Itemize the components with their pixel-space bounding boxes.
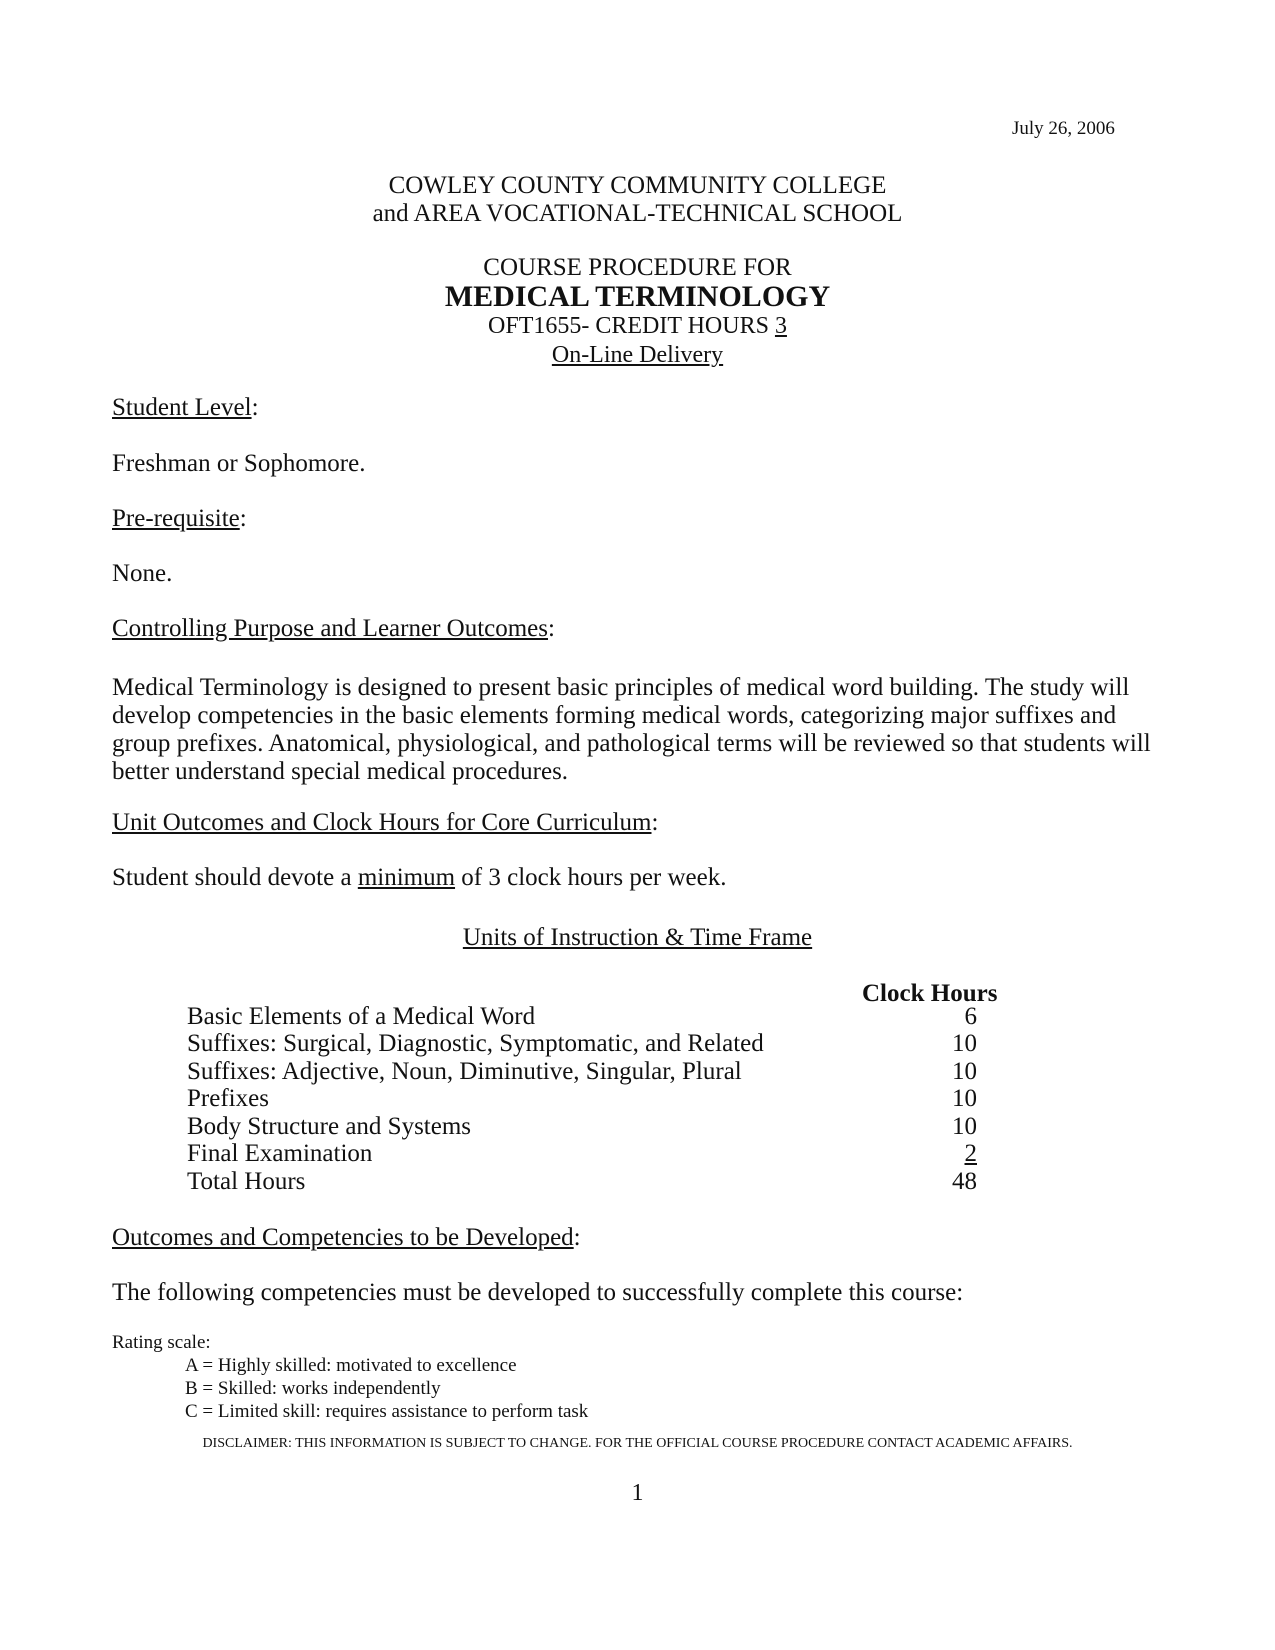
- table-row: [187, 1140, 977, 1168]
- disclaimer: DISCLAIMER: THIS INFORMATION IS SUBJECT TO CHANGE. FOR THE OFFICIAL COURSE PROCEDURE CONTACT ACADEMIC AFFAIRS.: [202, 1436, 1073, 1451]
- unit-name: Body Structure and Systems: [187, 1113, 472, 1140]
- purpose-line: develop competencies in the basic elements forming medical words, categorizing major suffixes and: [112, 702, 1117, 729]
- units-table-title: Units of Instruction & Time Frame: [462, 924, 813, 951]
- table-row-total: [187, 1168, 977, 1196]
- rating-scale-item: A = Highly skilled: motivated to excellence: [185, 1355, 517, 1376]
- unit-hours: 48: [952, 1168, 977, 1195]
- unit-hours: 2: [964, 1140, 977, 1167]
- unit-name: Prefixes: [187, 1085, 269, 1112]
- clock-hours-header: Clock Hours: [862, 980, 998, 1007]
- table-row: [187, 1030, 977, 1058]
- credit-hours-value: 3: [774, 313, 787, 339]
- student-level-value: Freshman or Sophomore.: [112, 450, 366, 477]
- prerequisite-heading: Pre-requisite:: [112, 505, 247, 532]
- competencies-sentence: The following competencies must be developed to successfully complete this course:: [112, 1279, 964, 1306]
- course-procedure-label: COURSE PROCEDURE FOR: [483, 254, 792, 281]
- unit-hours: 10: [952, 1030, 977, 1057]
- unit-hours: 10: [952, 1113, 977, 1140]
- institution-name: COWLEY COUNTY COMMUNITY COLLEGE: [388, 172, 887, 199]
- unit-name: Total Hours: [187, 1168, 306, 1195]
- purpose-paragraph: [112, 674, 1172, 786]
- unit-hours: 10: [952, 1058, 977, 1085]
- table-row: [187, 1003, 977, 1031]
- unit-name: Suffixes: Adjective, Noun, Diminutive, Singular, Plural: [187, 1058, 742, 1085]
- competencies-heading: Outcomes and Competencies to be Developed:: [112, 1224, 581, 1251]
- table-row: [187, 1085, 977, 1113]
- rating-scale-label: Rating scale:: [112, 1332, 211, 1353]
- institution-subtitle: and AREA VOCATIONAL-TECHNICAL SCHOOL: [372, 200, 903, 227]
- unit-outcomes-heading: Unit Outcomes and Clock Hours for Core Curriculum:: [112, 809, 659, 836]
- purpose-line: Medical Terminology is designed to present basic principles of medical word building. The study will: [112, 674, 1130, 701]
- delivery-mode: On-Line Delivery: [551, 342, 724, 368]
- course-code-line: [0, 313, 1275, 340]
- unit-hours: 6: [964, 1003, 977, 1030]
- rating-scale-item: C = Limited skill: requires assistance to perform task: [185, 1401, 589, 1422]
- clock-hours-sentence: Student should devote a minimum of 3 clock hours per week.: [112, 864, 727, 891]
- purpose-heading: Controlling Purpose and Learner Outcomes:: [112, 615, 555, 642]
- course-code: OFT1655- CREDIT HOURS: [488, 313, 775, 339]
- purpose-line: group prefixes. Anatomical, physiological, and pathological terms will be reviewed so that students will: [112, 730, 1151, 757]
- unit-name: Suffixes: Surgical, Diagnostic, Symptomatic, and Related: [187, 1030, 764, 1057]
- table-row: [187, 1113, 977, 1141]
- document-date: July 26, 2006: [1012, 118, 1115, 139]
- prerequisite-value: None.: [112, 560, 173, 587]
- minimum-emphasis: minimum: [357, 864, 456, 891]
- student-level-heading: Student Level:: [112, 394, 259, 421]
- rating-scale-item: B = Skilled: works independently: [185, 1378, 441, 1399]
- table-row: [187, 1058, 977, 1086]
- purpose-line: better understand special medical procedures.: [112, 758, 569, 785]
- unit-name: Basic Elements of a Medical Word: [187, 1003, 536, 1030]
- unit-hours: 10: [952, 1085, 977, 1112]
- page-number: 1: [631, 1480, 644, 1506]
- unit-name: Final Examination: [187, 1140, 373, 1167]
- course-title: MEDICAL TERMINOLOGY: [444, 280, 831, 313]
